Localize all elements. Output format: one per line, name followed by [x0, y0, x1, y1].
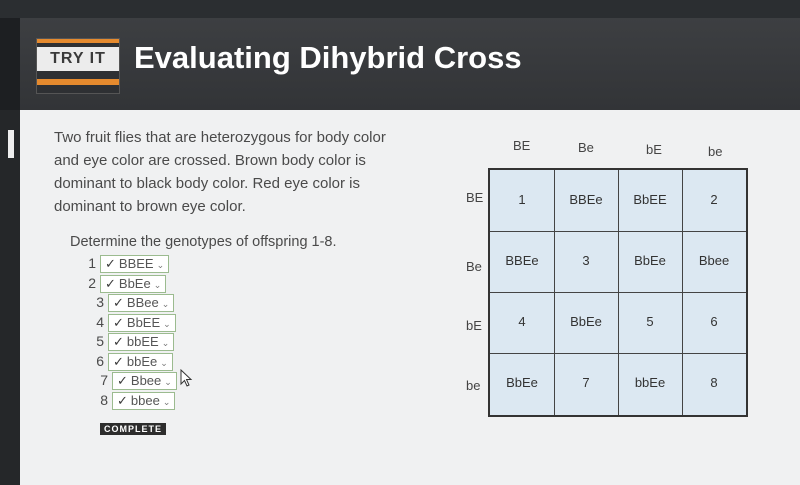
punnett-cell: BbEE [633, 192, 667, 207]
punnett-cell: 3 [582, 253, 590, 268]
question-prompt [54, 126, 434, 218]
badge-stripe-top [37, 39, 119, 43]
genotype-dropdown-1[interactable] [100, 255, 169, 273]
chevron-down-icon: ⌄ [161, 299, 170, 309]
prompt-line: and eye color are crossed. Brown body color is [54, 152, 366, 169]
punnett-cell: 4 [518, 314, 526, 329]
checkmark-icon: ✓ [113, 353, 124, 369]
try-it-badge [36, 38, 120, 94]
answer-number: 2 [88, 274, 96, 291]
checkmark-icon: ✓ [113, 295, 124, 310]
punnett-cell: Bbee [698, 253, 730, 268]
genotype-dropdown-3[interactable] [108, 294, 174, 312]
badge-stripe-bottom [37, 79, 119, 85]
punnett-cell: 2 [710, 192, 718, 207]
dropdown-value: bbee [130, 392, 160, 408]
dropdown-value: BBee [126, 295, 159, 310]
dropdown-value: BBEE [118, 256, 154, 271]
activity-header [20, 18, 800, 110]
chevron-down-icon: ⌄ [160, 357, 168, 368]
page-title: Evaluating Dihybrid Cross [134, 40, 522, 75]
activity-panel [20, 110, 800, 485]
checkmark-icon: ✓ [117, 392, 128, 408]
punnett-cell: 6 [710, 314, 718, 329]
chevron-down-icon: ⌄ [156, 260, 165, 270]
prompt-line: Two fruit flies that are heterozygous for body color [54, 129, 386, 146]
punnett-cell: BBEe [569, 192, 603, 207]
punnett-cell: 7 [582, 375, 590, 390]
grid-line [682, 170, 683, 415]
mouse-pointer-icon [180, 369, 194, 387]
chevron-down-icon: ⌄ [164, 377, 172, 387]
dropdown-value: Bbee [130, 373, 162, 388]
instruction-text: Determine the genotypes of offspring 1-8. [70, 234, 337, 250]
punnett-cell: 5 [646, 314, 654, 329]
answer-number: 5 [96, 333, 104, 349]
punnett-row-header: Be [466, 259, 482, 274]
screen-bezel [0, 0, 800, 18]
chevron-down-icon: ⌄ [161, 338, 170, 348]
checkmark-icon: ✓ [117, 373, 128, 388]
punnett-cell: BbEe [634, 253, 666, 268]
genotype-dropdown-6[interactable] [108, 353, 173, 371]
punnett-cell: BbEe [570, 314, 602, 329]
try-it-label: TRY IT [37, 47, 119, 71]
answer-number: 4 [96, 313, 104, 330]
answer-number: 3 [96, 294, 104, 310]
chevron-down-icon: ⌄ [163, 318, 171, 329]
punnett-cell: BbEe [506, 375, 538, 390]
punnett-cell: 8 [710, 375, 718, 390]
punnett-row-header: BE [466, 190, 484, 205]
punnett-cell: 1 [518, 192, 526, 207]
checkmark-icon: ✓ [113, 314, 124, 330]
punnett-grid [488, 168, 748, 417]
punnett-column-header: Be [578, 140, 594, 155]
genotype-dropdown-8[interactable] [112, 392, 175, 410]
chevron-down-icon: ⌄ [153, 279, 162, 290]
genotype-dropdown-5[interactable] [108, 333, 174, 351]
punnett-cell: bbEe [634, 375, 666, 390]
left-margin [0, 110, 20, 485]
answer-number: 7 [100, 372, 108, 388]
punnett-column-header: bE [646, 142, 662, 157]
dropdown-value: bbEe [126, 353, 158, 369]
answer-number: 1 [88, 255, 96, 271]
grid-line [490, 292, 746, 293]
dropdown-value: bbEE [126, 334, 159, 349]
punnett-row-header: be [466, 378, 481, 393]
checkmark-icon: ✓ [105, 256, 116, 271]
genotype-dropdown-4[interactable] [108, 314, 176, 332]
grid-line [490, 353, 746, 354]
checkmark-icon: ✓ [105, 275, 116, 291]
dropdown-value: BbEE [126, 314, 161, 330]
dropdown-value: BbEe [118, 275, 151, 291]
prompt-line: dominant to brown eye color. [54, 198, 246, 215]
genotype-dropdown-7[interactable] [112, 372, 177, 390]
punnett-column-header: BE [513, 138, 531, 153]
complete-badge: COMPLETE [100, 423, 166, 435]
chevron-down-icon: ⌄ [162, 396, 171, 407]
prompt-line: dominant to black body color. Red eye color is [54, 175, 360, 192]
side-tab [8, 130, 14, 158]
answer-number: 6 [96, 352, 104, 369]
punnett-cell: BBEe [505, 253, 539, 268]
genotype-dropdown-2[interactable] [100, 275, 166, 293]
checkmark-icon: ✓ [113, 334, 124, 349]
punnett-column-header: be [708, 144, 723, 159]
punnett-row-header: bE [466, 318, 482, 333]
answer-number: 8 [100, 391, 108, 408]
